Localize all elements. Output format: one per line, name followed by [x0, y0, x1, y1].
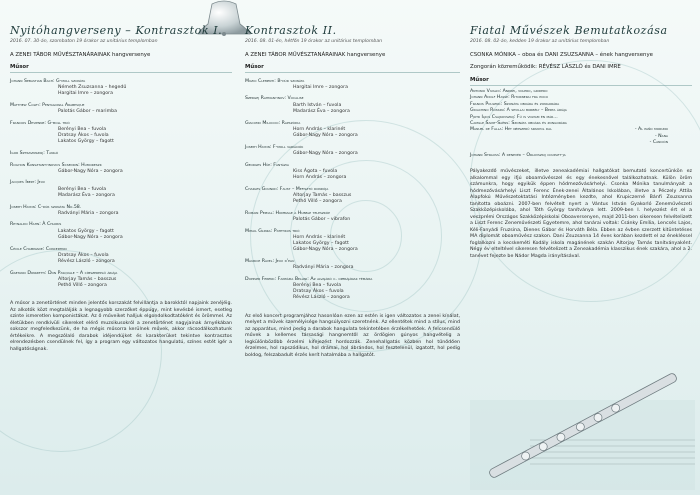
- divider: [470, 85, 692, 86]
- concert-2-program-heading: Műsor: [245, 64, 264, 70]
- concert-2-column: [245, 24, 460, 359]
- program-performer: Barth István – fuvola: [293, 102, 342, 108]
- program-piece: Joseph Haydn: F-moll variációk: [245, 144, 304, 150]
- program-performer: Altorjay Tamás – basszus: [293, 192, 352, 198]
- concert-2-description: Az első koncert programjához hasonlóan ezen az estén is igen változatos a zenei kínálat, melyet a művek személyisége hangsúlyozni szeretnénk. Az ellentétek mind a stílus, mind az apparátus, mind pedig a darabok hangulata tekintetében érzékelhetőek. A felcsendülő művek a kellemes társasági hangnemtől az ördögien gúnyos hangvételig a legkülönbözőbb érzelmi kifejezést hordozzák. Zenehallgatás közben hol tűnődően érzelmes, hol rapszódikus, hol drámai, hol ábrándos, hol fesztelenül, izgatott, hol pedig boldog, felszabadult érzés kerít hatalmába a hallgatót.: [245, 313, 460, 358]
- program-row: [470, 153, 692, 159]
- program-performer: Révész László – zongora: [58, 258, 115, 264]
- divider: [10, 72, 232, 73]
- program-performer: Révész László – zongora: [293, 295, 350, 301]
- program-piece: Francis Poulenc: Szonáta oboára és zongorára: [470, 101, 560, 107]
- concert-1-program-heading: Műsor: [10, 64, 29, 70]
- program-piece: Gaetano Donizetti: Don Pasquale – A címszereplő áriája: [10, 270, 118, 276]
- concert-3-date: 2016. 08. 02-án, kedden 19 órakor az unitárius templomban: [470, 39, 610, 44]
- program-performer: Lakatos György – fagott: [293, 241, 349, 247]
- concert-3-column: [470, 24, 692, 260]
- program-piece: Mihail Glinka: Patetikus trió: [245, 228, 300, 234]
- program-piece: Charles Gounod: Faust – Mefisztó rondója: [245, 186, 329, 192]
- program-row: [470, 140, 692, 146]
- concert-2-title: Kontrasztok II.: [245, 24, 337, 37]
- program-piece: Georges Hüe: Fantázia: [245, 162, 289, 168]
- program-piece: Maurice Ravel: Jeux d'eau: [245, 258, 295, 264]
- program-piece: Doppler Ferenc: Fantázia Bellini: Az alvajáró c. operájának témáira: [245, 276, 373, 282]
- program-performer: Madarász Éva – zongora: [293, 108, 350, 114]
- program-performer: Gábor-Nagy Nóra – zongora: [58, 234, 123, 240]
- program-piece: Igor Sztravinszkij: Tangó: [10, 150, 59, 156]
- concert-1-title: Nyitóhangverseny – Kontrasztok I.: [10, 24, 223, 37]
- program-performer: Gábor-Nagy Nóra – zongora: [293, 247, 358, 253]
- program-piece: Francois Devienne: G-moll trió: [10, 120, 70, 126]
- program-note: - Al paño moruno: [634, 127, 668, 133]
- program-performer: Berényi Bea – fuvola: [58, 126, 107, 132]
- program-piece: Reynaldo Hahn: À Chloris: [10, 222, 62, 228]
- program-piece: Camille Saint-Saëns: Szonáta oboára és zongorára: [470, 121, 567, 127]
- concert-2-program-list: [245, 79, 460, 302]
- concert-3-description: Pályakezdő művészeket, illetve zeneakadémiai hallgatókat bemutató koncertünkön ez alkalommal egy ifjú oboaművésszel és egy énekesnővel találkozhatnak. Külön öröm számunkra, hogy egyikük éppen hódmezővásárhelyi. Csonka Mónika tanulmányait a hódmezővásárhelyi Liszt Ferenc Ének-zenei Általános Iskolában, illetve a Péczely Attila Alapfokú Művészetoktatási Intézményben kezdte, ahol Krupiczerné Bánfi Zsuzsanna tanította oboázni. 2007-ben felvételt nyert a Vántus István Gyakorló Zeneművészeti Szakközépiskolába, ahol Tóth György tanítványa lett. 2009-ben I. helyezést ért el a veszprémi Országos Szakközépiskolai Oboaversenyen, majd 2011-ben sikeresen felvételizett a Liszt Ferenc Zeneművészeti Egyetemre, ahol tanárai voltak: Csánky Emília, Lencsés Lajos, Kéli-Fanyádi Fruzsina, Dienes Gábor és Horváth Béla. Ebben az évben szerzett kitüntetéses MA diplomát oboaművész szakon. Dani Zsuzsanna 14 éves korában kezdett el az énekléssel foglalkozni a kecskeméti Kodály iskola magánének szakán Altorjay Tamás tanítványaként. Négy év elteltével sikeresen felvételizett a Zeneakadémia klasszikus ének szakára, ahol a 2. tanévet fejezte be Nádor Magda irányításával.: [470, 169, 692, 259]
- program-performer: Hargitai Imre – zongora: [58, 90, 113, 96]
- program-piece: Muzio Clementi: B-dúr szonáta: [245, 78, 305, 84]
- concert-1-date: 2016. 07. 30-án, szombaton 19 órakor az unitárius templomban: [10, 39, 158, 44]
- program-performer: Radványi Mária – zongora: [293, 265, 354, 271]
- concert-2-date: 2016. 08. 01-én, hétfőn 19 órakor az unitárius templomban: [245, 39, 383, 44]
- program-piece: Szergej Rahmanyinov: Vocalise: [245, 96, 304, 102]
- program-note: [668, 153, 692, 159]
- concert-3-intro-line: Zongorán közreműködik: RÉVÉSZ LÁSZLÓ és DANI IMRE: [470, 64, 621, 70]
- program-performer: Palotás Gábor – marimba: [58, 108, 117, 114]
- program-performer: Németh Zsuzsanna – hegedű: [58, 84, 127, 90]
- program-performer: Gábor-Nagy Nóra – zongora: [293, 132, 358, 138]
- program-performer: Dratsay Ákos – fuvola: [293, 289, 344, 295]
- concert-3-program-heading: Műsor: [470, 77, 489, 83]
- program-performer: Horn András – klarinét: [293, 126, 346, 132]
- program-performer: Dratsay Ákos – fuvola: [58, 132, 109, 138]
- program-performer: Lakatos György – fagott: [58, 228, 114, 234]
- concert-3-title: Fiatal Művészek Bemutatkozása: [470, 24, 668, 37]
- divider: [245, 72, 460, 73]
- program-performer: Pethő Villő – zongora: [293, 199, 342, 205]
- program-piece: Pjotr Iljics Csajkovszkij: Fű is voltam én már...: [470, 114, 558, 120]
- concert-1-column: [10, 24, 232, 353]
- program-performer: Madarász Éva – zongora: [58, 192, 115, 198]
- program-piece: Gioachino Rossini: A sevillai borbély – Berta áriája: [470, 108, 567, 114]
- program-piece: Manuel de Falla: Hét népszerű spanyol dal: [470, 127, 552, 133]
- program-performer: Gábor-Nagy Nóra – zongora: [293, 150, 358, 156]
- program-piece: Johann Strauss: A denevér – Orlovszkij couplet-ja: [470, 152, 566, 158]
- program-performer: Dratsay Ákos – fuvola: [58, 252, 109, 258]
- program-note: - Nana: [654, 133, 668, 139]
- program-performer: Pethő Villő – zongora: [58, 283, 107, 289]
- program-performer: Berényi Bea – fuvola: [58, 186, 107, 192]
- program-piece: Antonio Vivaldi: Andrei, volero, gridero: [470, 89, 548, 94]
- program-piece: Romain Pepdal: Hommage a Hubble teleszkóp: [245, 210, 330, 216]
- program-performer: Gábor-Nagy Nóra – zongora: [58, 168, 123, 174]
- program-performer: Berényi Bea – fuvola: [293, 283, 342, 289]
- program-performer: Horn András – zongora: [293, 174, 347, 180]
- concert-1-intro: A ZENEI TÁBOR MŰVÉSZTANÁRAINAK hangversenye: [10, 52, 151, 58]
- program-performer: Hargitai Imre – zongora: [293, 84, 348, 90]
- program-piece: Giacomo Miluccio: Rapszódia: [245, 120, 301, 126]
- program-piece: Rogyion Konsztantyinovics Scsedrin: Humoreszk: [10, 162, 102, 168]
- program-piece: Cécile Chaminade: Concertino: [10, 246, 67, 252]
- concert-1-description: A műsor a zenetörténet minden jelentős korszakát felvillantja a barokktól napjaink zenéjéig. Az alkotók közt megtalálják a legnagyobb szerzőket éppúgy, mint kevésbé ismert, esetleg szinte ismeretlen komponistákat. Az ő műveiket halljuk elgondolkodtatóként és örömmel. Az életükben rendkívüli sikereket elérő muzsikusokról a zenetörténet nagyjainak árnyékában sokszor megfeledkezünk, de ha mégis műsorra kerülnek művek, akkor rácsodálkozhatunk értékeikre. A megszólaló darabok idéjendújket és karakterüket tekintve kontrasztos elrendezésben csendülnek fel, így a program egy változatos hangulatú, színes estét ígér a hallgatóságnak.: [10, 301, 232, 352]
- concert-1-program-list: [10, 79, 232, 290]
- program-piece: Joseph Haydn: C-dúr szonáta No.58.: [10, 204, 82, 210]
- program-piece: Matthew Coley: Pentagonal Arabesque: [10, 102, 85, 108]
- program-performer: Lakatos György – fagott: [58, 139, 114, 145]
- concert-3-intro-line: CSONKA MÓNIKA – oboa és DANI ZSUZSANNA – ének hangversenye: [470, 52, 653, 58]
- program-piece: Jacques Ibert: Jeux: [10, 180, 45, 186]
- program-piece: Johann Sebastian Bach: G-moll szonáta: [10, 78, 86, 84]
- program-performer: Horn András – klarinét: [293, 234, 346, 240]
- program-performer: Palotás Gábor – vibrafon: [293, 216, 351, 222]
- concert-3-program-list: [470, 89, 692, 159]
- program-note: - Canción: [649, 140, 668, 146]
- program-piece: Johann Adolf Hasse: Ritornerai fra poco: [470, 95, 548, 101]
- program-performer: Altorjay Tamás – basszus: [58, 276, 117, 282]
- program-performer: Kiss Ágota – fuvola: [293, 168, 338, 174]
- program-performer: Radványi Mária – zongora: [58, 210, 119, 216]
- flute-icon: [470, 370, 695, 490]
- concert-2-intro: A ZENEI TÁBOR MŰVÉSZTANÁRAINAK hangversenye: [245, 52, 386, 58]
